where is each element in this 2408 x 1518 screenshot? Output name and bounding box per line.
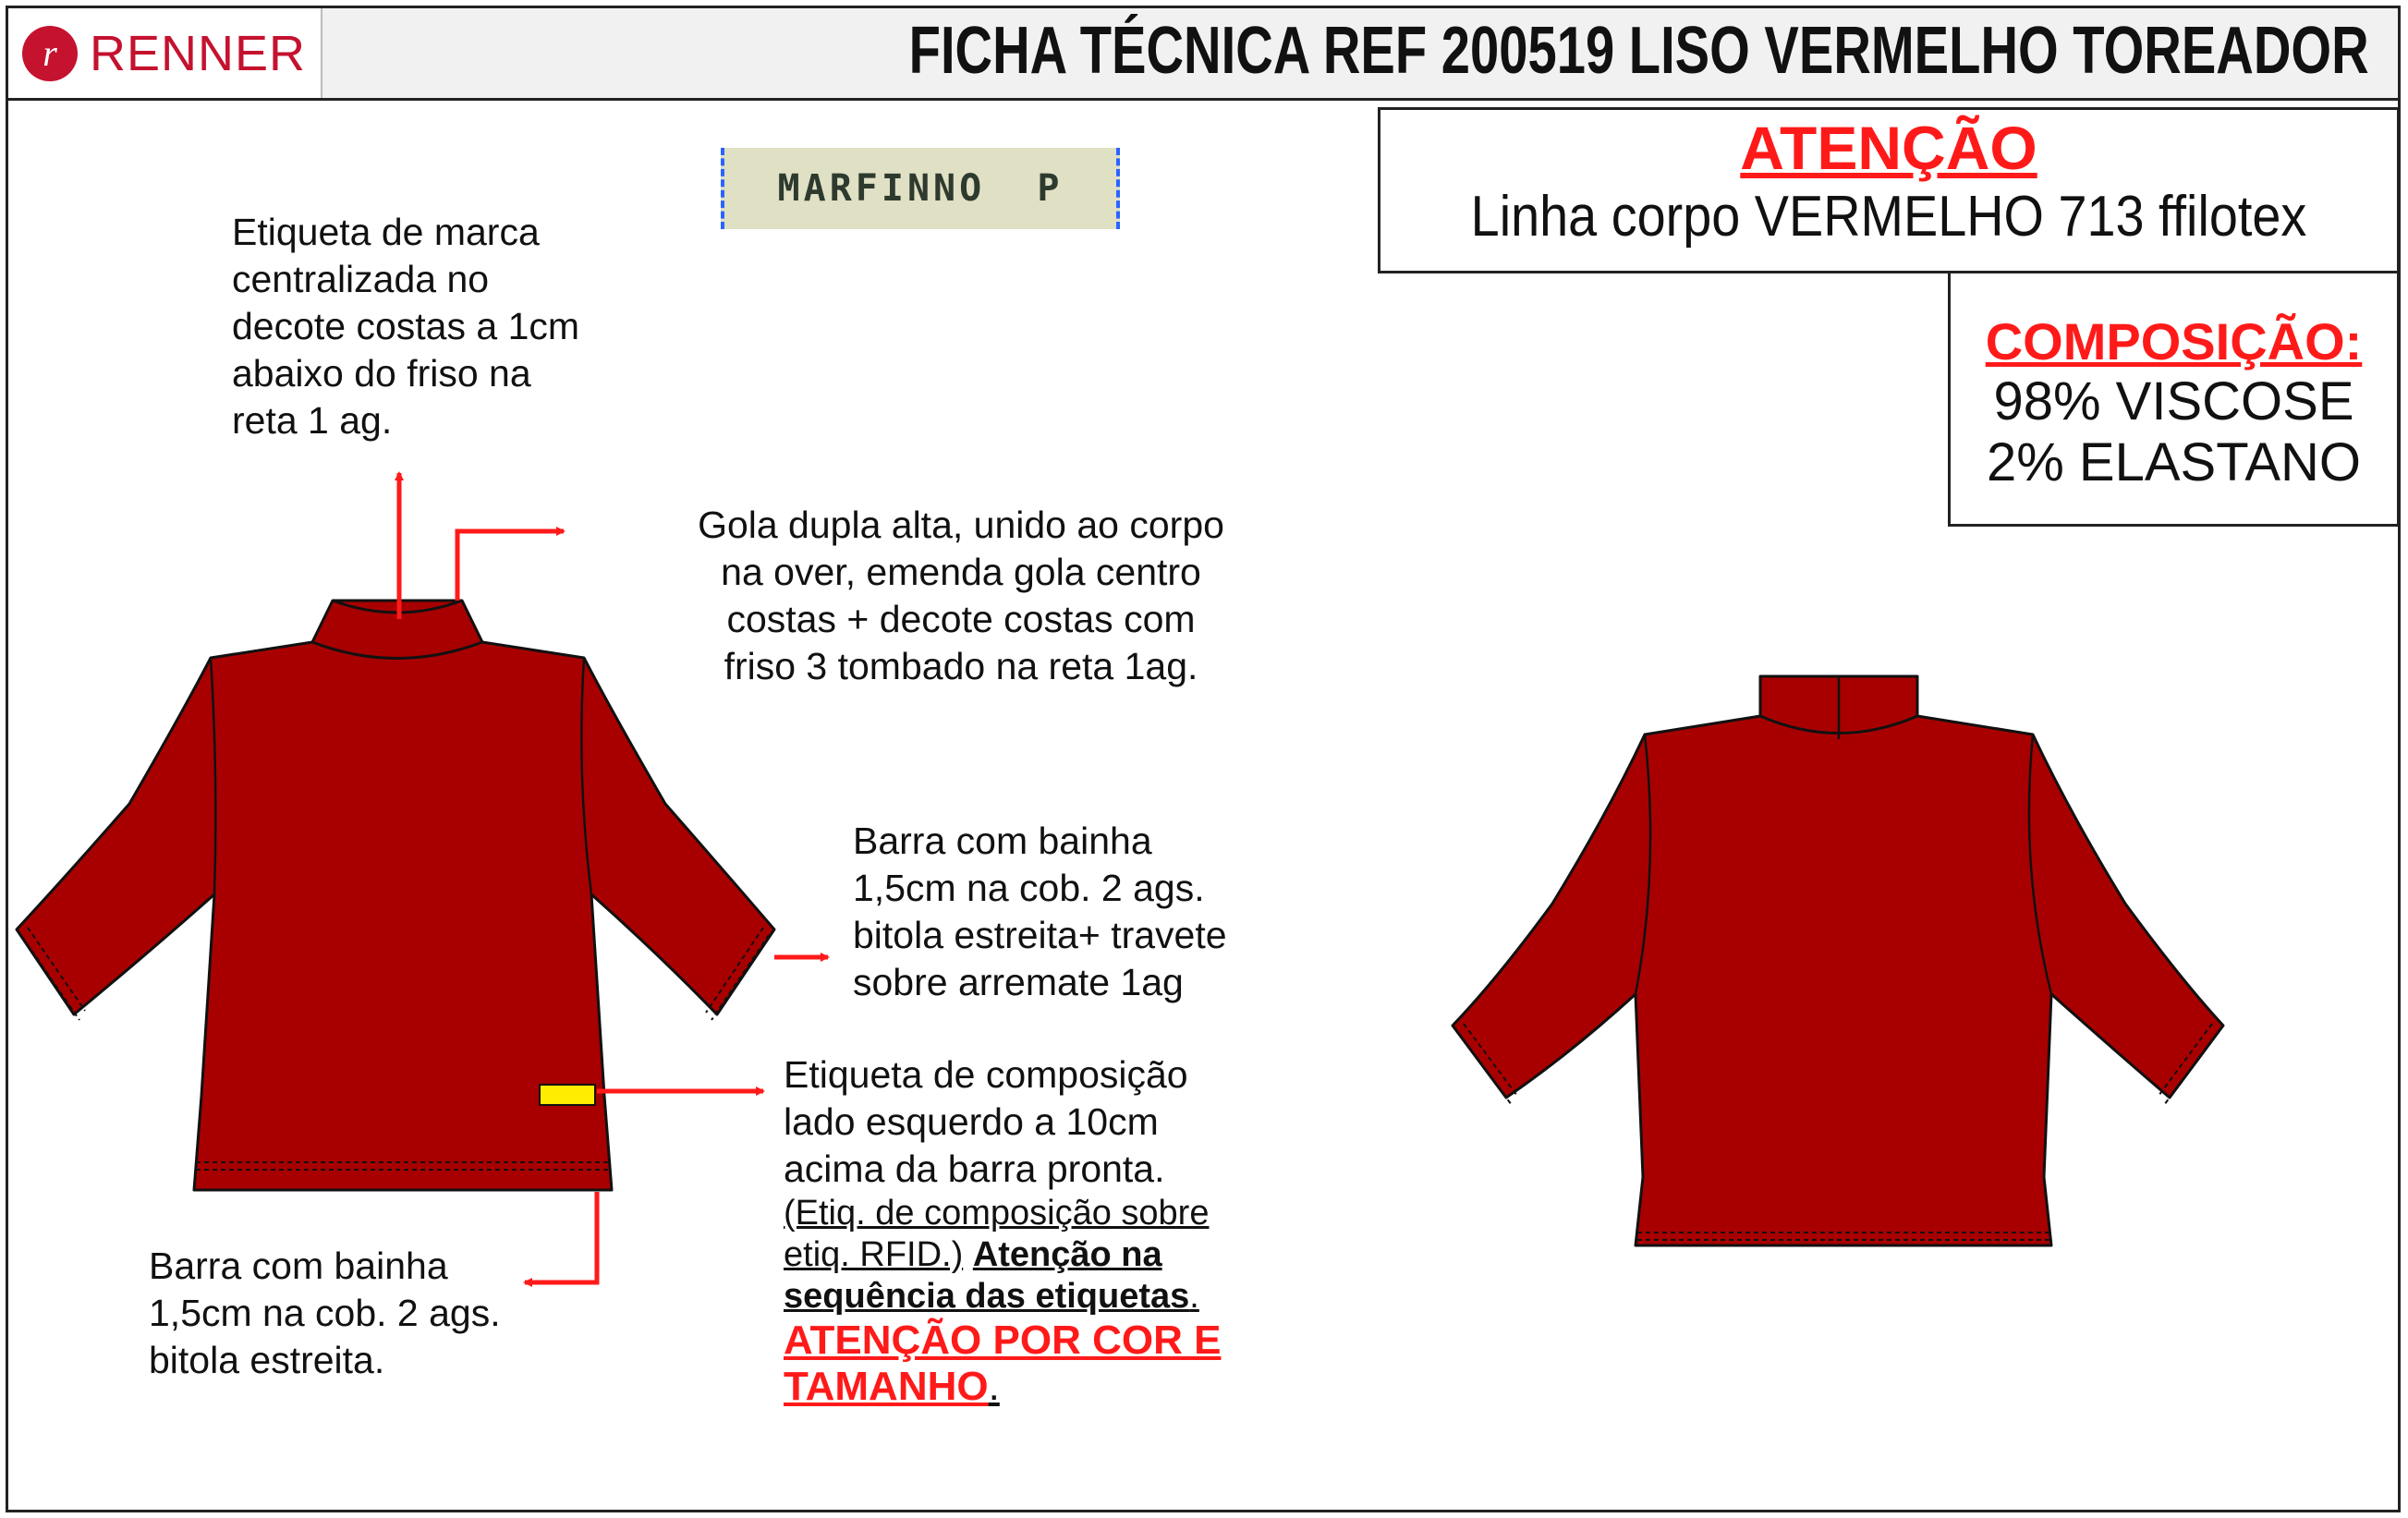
note-sleeve-hem: [853, 818, 1227, 1006]
note-line: [784, 1193, 1221, 1234]
note-body-hem: [149, 1243, 501, 1384]
svg-text:r: r: [43, 31, 57, 74]
arrow-body-hem: [525, 1192, 597, 1282]
note-line: [784, 1364, 1221, 1410]
attention-text: Linha corpo VERMELHO 713 ffilotex: [1470, 185, 2307, 249]
note-line: bitola estreita+ travete: [853, 914, 1227, 956]
note-line: Barra com bainha: [149, 1245, 448, 1287]
note-brand-label: [232, 209, 579, 444]
note-line: Etiqueta de marca: [232, 211, 540, 253]
note-line: Etiqueta de composição: [784, 1053, 1188, 1096]
note-red: ATENÇÃO POR COR E: [784, 1318, 1222, 1363]
composition-line: 98% VISCOSE: [1993, 371, 2354, 431]
note-red: TAMANHO: [784, 1364, 989, 1409]
note-line: bitola estreita.: [149, 1339, 385, 1381]
composition-label-marker: [540, 1085, 595, 1105]
note-line: costas + decote costas com: [726, 598, 1196, 640]
note-line: 1,5cm na cob. 2 ags.: [149, 1292, 501, 1334]
note-line: reta 1 ag.: [232, 399, 393, 442]
note-line: abaixo do friso na: [232, 352, 531, 395]
note-line: [784, 1234, 1221, 1276]
note-line: decote costas a 1cm: [232, 305, 580, 347]
attention-title: ATENÇÃO: [1740, 114, 2037, 182]
note-period: .: [1189, 1277, 1199, 1316]
note-line: sobre arremate 1ag: [853, 961, 1184, 1003]
composition-title: COMPOSIÇÃO:: [1985, 312, 2363, 370]
note-line: 1,5cm na cob. 2 ags.: [853, 867, 1205, 909]
arrow-collar: [457, 531, 564, 601]
note-line: acima da barra pronta.: [784, 1148, 1165, 1190]
note-underlined: etiq. RFID.): [784, 1235, 964, 1274]
note-bold: sequência das etiquetas: [784, 1277, 1190, 1316]
note-collar: [656, 502, 1266, 690]
note-line: Barra com bainha: [853, 820, 1152, 862]
note-composition-label: [784, 1051, 1221, 1410]
note-line: friso 3 tombado na reta 1ag.: [724, 645, 1198, 687]
note-line: centralizada no: [232, 258, 490, 300]
note-bold: Atenção na: [972, 1235, 1162, 1274]
note-line: Gola dupla alta, unido ao corpo: [698, 504, 1224, 546]
brand-label-text: MARFINNO P: [777, 167, 1064, 210]
back-body-shape: [1453, 676, 2223, 1245]
back-garment: [1453, 676, 2223, 1245]
note-line: na over, emenda gola centro: [721, 551, 1201, 593]
note-line: [784, 1318, 1221, 1364]
composition-line: 2% ELASTANO: [1986, 432, 2362, 492]
note-line: lado esquerdo a 10cm: [784, 1100, 1159, 1143]
note-period: .: [988, 1364, 1000, 1409]
page-title: FICHA TÉCNICA REF 200519 LISO VERMELHO TOREADOR: [909, 14, 2369, 88]
logo-text: RENNER: [90, 25, 307, 81]
note-underlined: (Etiq. de composição sobre: [784, 1194, 1210, 1233]
note-line: [784, 1276, 1221, 1318]
